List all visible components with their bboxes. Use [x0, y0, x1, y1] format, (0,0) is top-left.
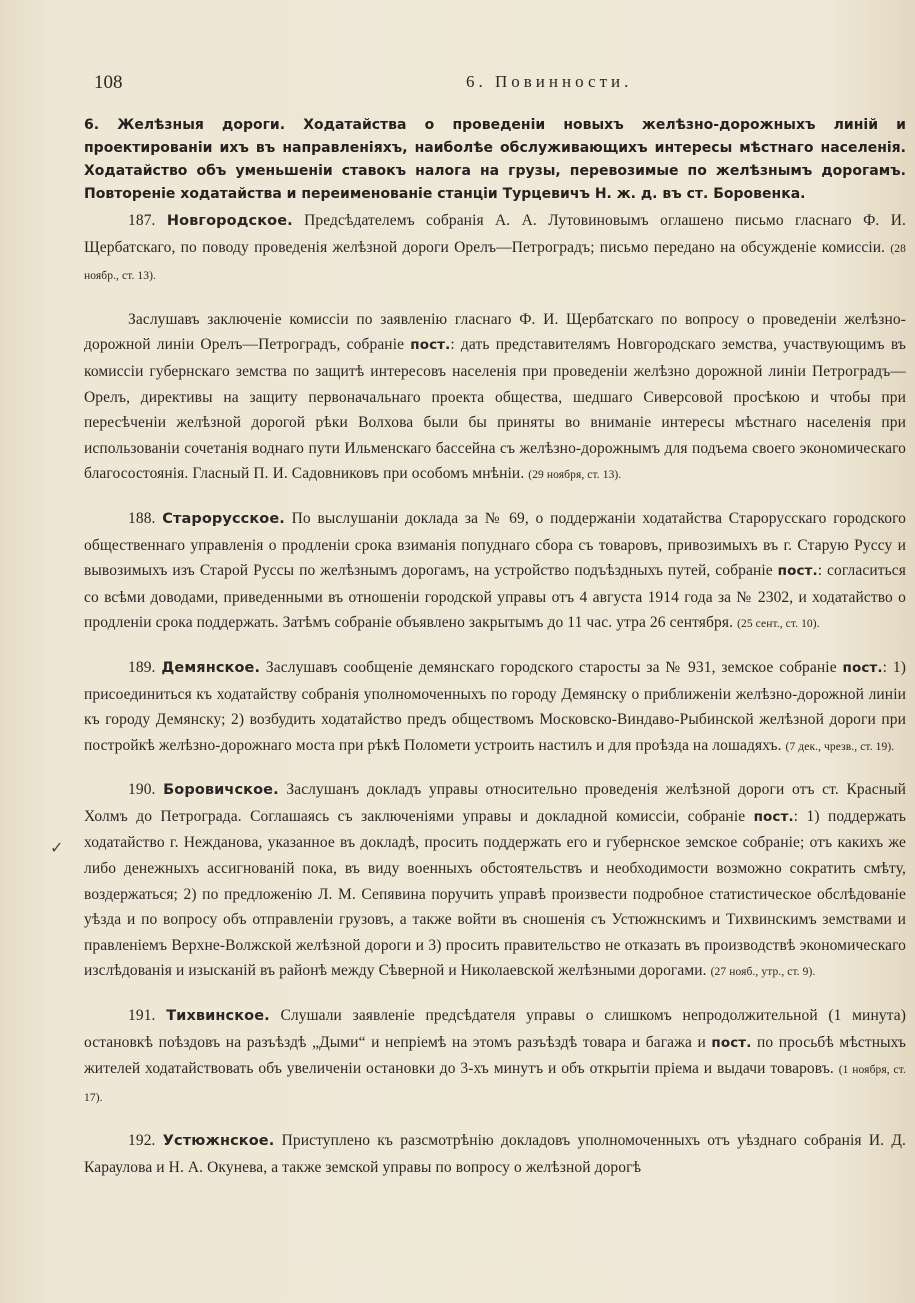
entry-name: Демянское. — [161, 659, 261, 676]
entry-text: : 1) поддержать ходатайство г. Неждановa, указанное въ докладѣ, просить поддержать его и губернское земское собраніе; отъ какихъ же либо денежныхъ ассигнованій пока, въ виду военныхъ обстоятельствъ и необходимости возможно сократить смѣту, воздержаться; 2) по предложенію Л. М. Сепявина поручить управѣ произвести подробное статистическое обслѣдованіе уѣзда и по вопросу объ отправленіи грузовъ, а также войти въ сношенія съ Устюжнскимъ и Тихвинскимъ земствами и правленіемъ Верхне-Волжской желѣзной дороги и 3) просить правительство не отказать въ производствѣ экономическаго изслѣдованія и изысканій въ районѣ между Сѣверной и Николаевской желѣзными дорогами. — [84, 807, 906, 980]
entry-reference: (29 ноября, ст. 13). — [528, 469, 622, 482]
page-number: 108 — [94, 72, 123, 93]
margin-mark: ✓ — [50, 840, 64, 857]
entry-187 — [84, 208, 906, 290]
page-header — [84, 72, 881, 96]
entry-name: Боровичское. — [163, 782, 279, 799]
entry-189 — [84, 655, 906, 760]
resolution-keyword: пост. — [842, 659, 883, 676]
entry-name: Новгородское. — [166, 213, 293, 229]
entry-text: Заслушавъ сообщеніе демянскаго городского старосты за № 931, земское собраніе — [265, 658, 843, 676]
entry-name: Тихвинское. — [166, 1008, 270, 1025]
entry-name: Старорусское. — [162, 510, 285, 527]
entry-text: Заслушавъ заключеніе комиссіи по заявленію гласнаго Ф. И. Щербатскаго по вопросу о проведеніи желѣзно-дорожной линіи Орелъ—Петроградъ, собраніе — [84, 310, 906, 354]
entry-text: Приступлено къ разсмотрѣнію докладовъ уполномоченныхъ отъ уѣзднаго собранія И. Д. Караулова и Н. А. Окунева, а также земской управы по вопросу о желѣзной дорогѣ — [84, 1132, 906, 1176]
entry-name: Устюжнское. — [162, 1133, 275, 1150]
entry-number: 187. — [128, 212, 156, 229]
entry-text: : 1) присоединиться къ ходатайству собранія уполномоченныхъ по городу Демянску о приближеніи желѣзно-дорожной линіи къ городу Демянску; 2) возбудить ходатайство предъ обществомъ Московско-Виндаво-Рыбинской желѣзной дороги при постройкѣ желѣзно-дорожнаго моста при рѣкѣ Поломети устроить настилъ и для проѣзда на лошадяхъ. — [84, 658, 906, 754]
resolution-keyword: пост. — [410, 337, 451, 354]
entry-text: : дать представителямъ Новгородскаго земства, участвующимъ въ комиссіи губернскаго земства по защитѣ интересовъ населенія при проведеніи желѣзно дорожной линіи Петроградъ—Орелъ, директивы на защиту первоначальнаго проекта общества, шедшаго Сиверсовой просѣкою и чтобы при пересѣченіи желѣзной дорогой рѣки Волхова были бы приняты во вниманіе интересы мѣстнаго населенія при использованіи сочетанія воднаго пути Ильменскаго бассейна съ желѣзно-дорожнымъ для подъема своего экономическаго благосостоянія. Гласный П. И. Садовниковъ при особомъ мнѣніи. — [84, 336, 906, 483]
resolution-keyword: пост. — [711, 1034, 752, 1051]
entry-text: Предсѣдателемъ собранія А. А. Лутовиновымъ оглашено письмо гласнаго Ф. И. Щербатскаго, по поводу проведенія желѣзной дороги Орелъ—Петроградъ; письмо передано на обсужденіе комиссіи. — [84, 212, 906, 256]
entry-reference: (25 сент., ст. 10). — [737, 618, 820, 631]
entry-number: 189. — [128, 658, 156, 676]
entries-list — [84, 208, 906, 1198]
entry-reference: (1 ноября, ст. 17). — [84, 1064, 906, 1104]
entry-191 — [84, 1003, 906, 1111]
entry-188 — [84, 506, 906, 638]
resolution-keyword: пост. — [777, 563, 818, 580]
entry-text: По выслушаніи доклада за № 69, о поддержаніи ходатайства Старорусскаго городского общественнаго управленія о продленіи срока взиманія попуднаго сбора съ товаровъ, привозимыхъ въ г. Старую Руссу и вывозимыхъ изъ Старой Руссы по желѣзнымъ дорогамъ, на устройство подъѣздныхъ путей, собраніе — [84, 509, 906, 580]
entry-number: 188. — [128, 509, 156, 527]
entry-text: по просьбѣ мѣстныхъ жителей ходатайствовать объ увеличеніи остановки до 3-хъ минутъ и объ открытіи пріема и выдачи товаровъ. — [84, 1033, 906, 1078]
entry-text: : согласиться со всѣми доводами, приведенными въ отношеніи городской управы отъ 4 августа 1914 года за № 2302, и ходатайство о продленіи срока поддержать. Затѣмъ собраніе объявлено закрытымъ до 11 час. утра 26 сентября. — [84, 562, 906, 632]
entry-187-continuation — [84, 307, 906, 489]
entry-reference: (28 ноябр., ст. 13). — [84, 242, 906, 283]
resolution-keyword: пост. — [753, 808, 794, 825]
entry-text: Заслушанъ докладъ управы относительно проведенія желѣзной дороги отъ ст. Красный Холмъ до Петрограда. Соглашаясь съ заключеніями управы и докладной комиссіи, собраніе — [84, 781, 906, 825]
entry-reference: (7 дек., чрезв., ст. 19). — [785, 740, 895, 753]
section-summary: 6. Желѣзныя дороги. Ходатайства о проведеніи новыхъ желѣзно-дорожныхъ линій и проектированіи ихъ въ направленіяхъ, наиболѣе обслуживающихъ интересы мѣстнаго населенія. Ходатайство объ уменьшеніи ставокъ налога на грузы, перевозимые по желѣзнымъ дорогамъ. Повтореніе ходатайства и переименованіе станціи Турцевичъ Н. ж. д. въ ст. Боровенка. — [84, 117, 906, 202]
entry-number: 190. — [128, 781, 156, 799]
entry-reference: (27 нояб., утр., ст. 9). — [710, 966, 816, 979]
entry-text: Слушали заявленіе предсѣдателя управы о слишкомъ непродолжительной (1 минута) остановкѣ поѣздовъ на разъѣздѣ „Дыми“ и непріемѣ на этомъ разъѣздѣ товара и багажа и — [84, 1007, 906, 1051]
entry-number: 192. — [128, 1132, 156, 1150]
entry-192 — [84, 1128, 906, 1180]
running-title: 6. Повинности. — [466, 72, 633, 91]
entry-number: 191. — [128, 1007, 156, 1025]
entry-190 — [84, 777, 906, 986]
